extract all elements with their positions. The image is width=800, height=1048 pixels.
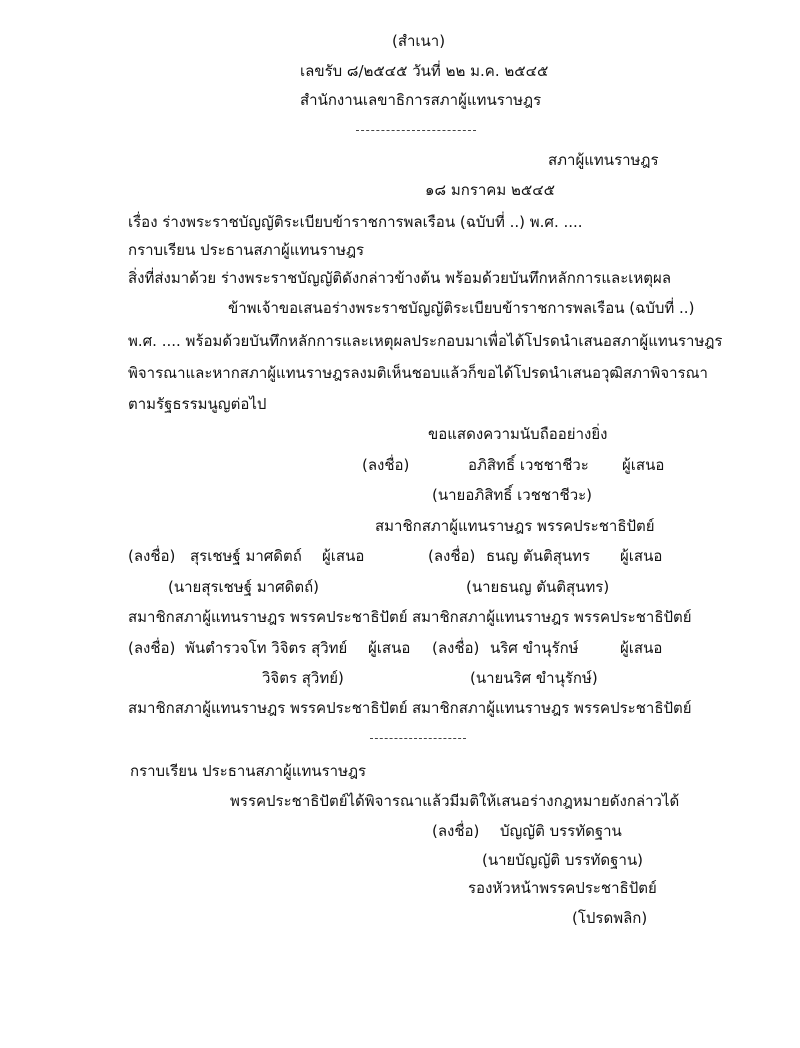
signer-full-name: วิจิตร สุวิทย์) <box>262 669 344 687</box>
signer-affiliation: สมาชิกสภาผู้แทนราษฎร พรรคประชาธิปัตย์ <box>412 608 692 626</box>
signer-affiliation: สมาชิกสภาผู้แทนราษฎร พรรคประชาธิปัตย์ <box>128 699 408 717</box>
signer-full-name: (นายสุรเชษฐ์ มาศดิตถ์) <box>168 578 320 596</box>
signer-full-name: (นายธนญ ตันติสุนทร) <box>466 578 610 596</box>
enclosure-line: สิ่งที่ส่งมาด้วย ร่างพระราชบัญญัติดังกล่าวข้างต้น พร้อมด้วยบันทึกหลักการและเหตุผล <box>128 269 672 287</box>
receipt-number: เลขรับ ๘/๒๕๔๕ วันที่ ๒๒ ม.ค. ๒๕๔๕ <box>300 62 549 80</box>
signer-name: นริศ ขำนุรักษ์ <box>490 639 579 657</box>
sign-prefix: (ลงชื่อ) <box>428 547 476 565</box>
signer-name: สุรเชษฐ์ มาศดิตถ์ <box>190 547 302 565</box>
proposer-label: ผู้เสนอ <box>622 456 665 474</box>
subject-line: เรื่อง ร่างพระราชบัญญัติระเบียบข้าราชการพลเรือน (ฉบับที่ ..) พ.ศ. .... <box>128 213 583 231</box>
body-line-1: ข้าพเจ้าขอเสนอร่างพระราชบัญญัติระเบียบข้าราชการพลเรือน (ฉบับที่ ..) <box>228 299 695 317</box>
proposer-label: ผู้เสนอ <box>368 639 411 657</box>
closing: ขอแสดงความนับถืออย่างยิ่ง <box>428 425 608 443</box>
turn-over-note: (โปรดพลิก) <box>572 909 648 927</box>
signer-affiliation: สมาชิกสภาผู้แทนราษฎร พรรคประชาธิปัตย์ <box>412 699 692 717</box>
letter-date: ๑๘ มกราคม ๒๕๔๕ <box>425 181 555 199</box>
endorser-name: บัญญัติ บรรทัดฐาน <box>500 822 622 840</box>
divider <box>370 738 466 739</box>
copy-mark: (สำเนา) <box>392 32 446 50</box>
sign-prefix: (ลงชื่อ) <box>362 456 410 474</box>
sign-prefix: (ลงชื่อ) <box>432 639 480 657</box>
endorser-full-name: (นายบัญญัติ บรรทัดฐาน) <box>482 851 643 869</box>
salutation: กราบเรียน ประธานสภาผู้แทนราษฎร <box>128 241 365 259</box>
endorser-position: รองหัวหน้าพรรคประชาธิปัตย์ <box>468 879 657 897</box>
signer-name: อภิสิทธิ์ เวชชาชีวะ <box>468 456 589 474</box>
office-name: สำนักงานเลขาธิการสภาผู้แทนราษฎร <box>300 91 542 109</box>
signer-name: ธนญ ตันติสุนทร <box>486 547 591 565</box>
signer-affiliation: สมาชิกสภาผู้แทนราษฎร พรรคประชาธิปัตย์ <box>128 608 408 626</box>
signer-full-name: (นายอภิสิทธิ์ เวชชาชีวะ) <box>432 486 593 504</box>
proposer-label: ผู้เสนอ <box>322 547 365 565</box>
endorsement-text: พรรคประชาธิปัตย์ได้พิจารณาแล้วมีมติให้เสนอร่างกฎหมายดังกล่าวได้ <box>230 792 680 810</box>
signer-affiliation: สมาชิกสภาผู้แทนราษฎร พรรคประชาธิปัตย์ <box>375 517 655 535</box>
sign-prefix: (ลงชื่อ) <box>432 822 480 840</box>
body-line-2: พ.ศ. .... พร้อมด้วยบันทึกหลักการและเหตุผลประกอบมาเพื่อได้โปรดนำเสนอสภาผู้แทนราษฎร <box>128 332 723 350</box>
proposer-label: ผู้เสนอ <box>620 639 663 657</box>
body-line-3: พิจารณาและหากสภาผู้แทนราษฎรลงมติเห็นชอบแล้วก็ขอได้โปรดนำเสนอวุฒิสภาพิจารณา <box>128 364 708 382</box>
signer-name: พันตำรวจโท วิจิตร สุวิทย์ <box>185 639 348 657</box>
signer-full-name: (นายนริศ ขำนุรักษ์) <box>470 669 598 687</box>
proposer-label: ผู้เสนอ <box>620 547 663 565</box>
endorsement-salutation: กราบเรียน ประธานสภาผู้แทนราษฎร <box>130 762 367 780</box>
sign-prefix: (ลงชื่อ) <box>128 639 176 657</box>
body-line-4: ตามรัฐธรรมนูญต่อไป <box>128 395 267 413</box>
divider <box>356 130 476 131</box>
sign-prefix: (ลงชื่อ) <box>128 547 176 565</box>
sender-name: สภาผู้แทนราษฎร <box>548 151 659 169</box>
